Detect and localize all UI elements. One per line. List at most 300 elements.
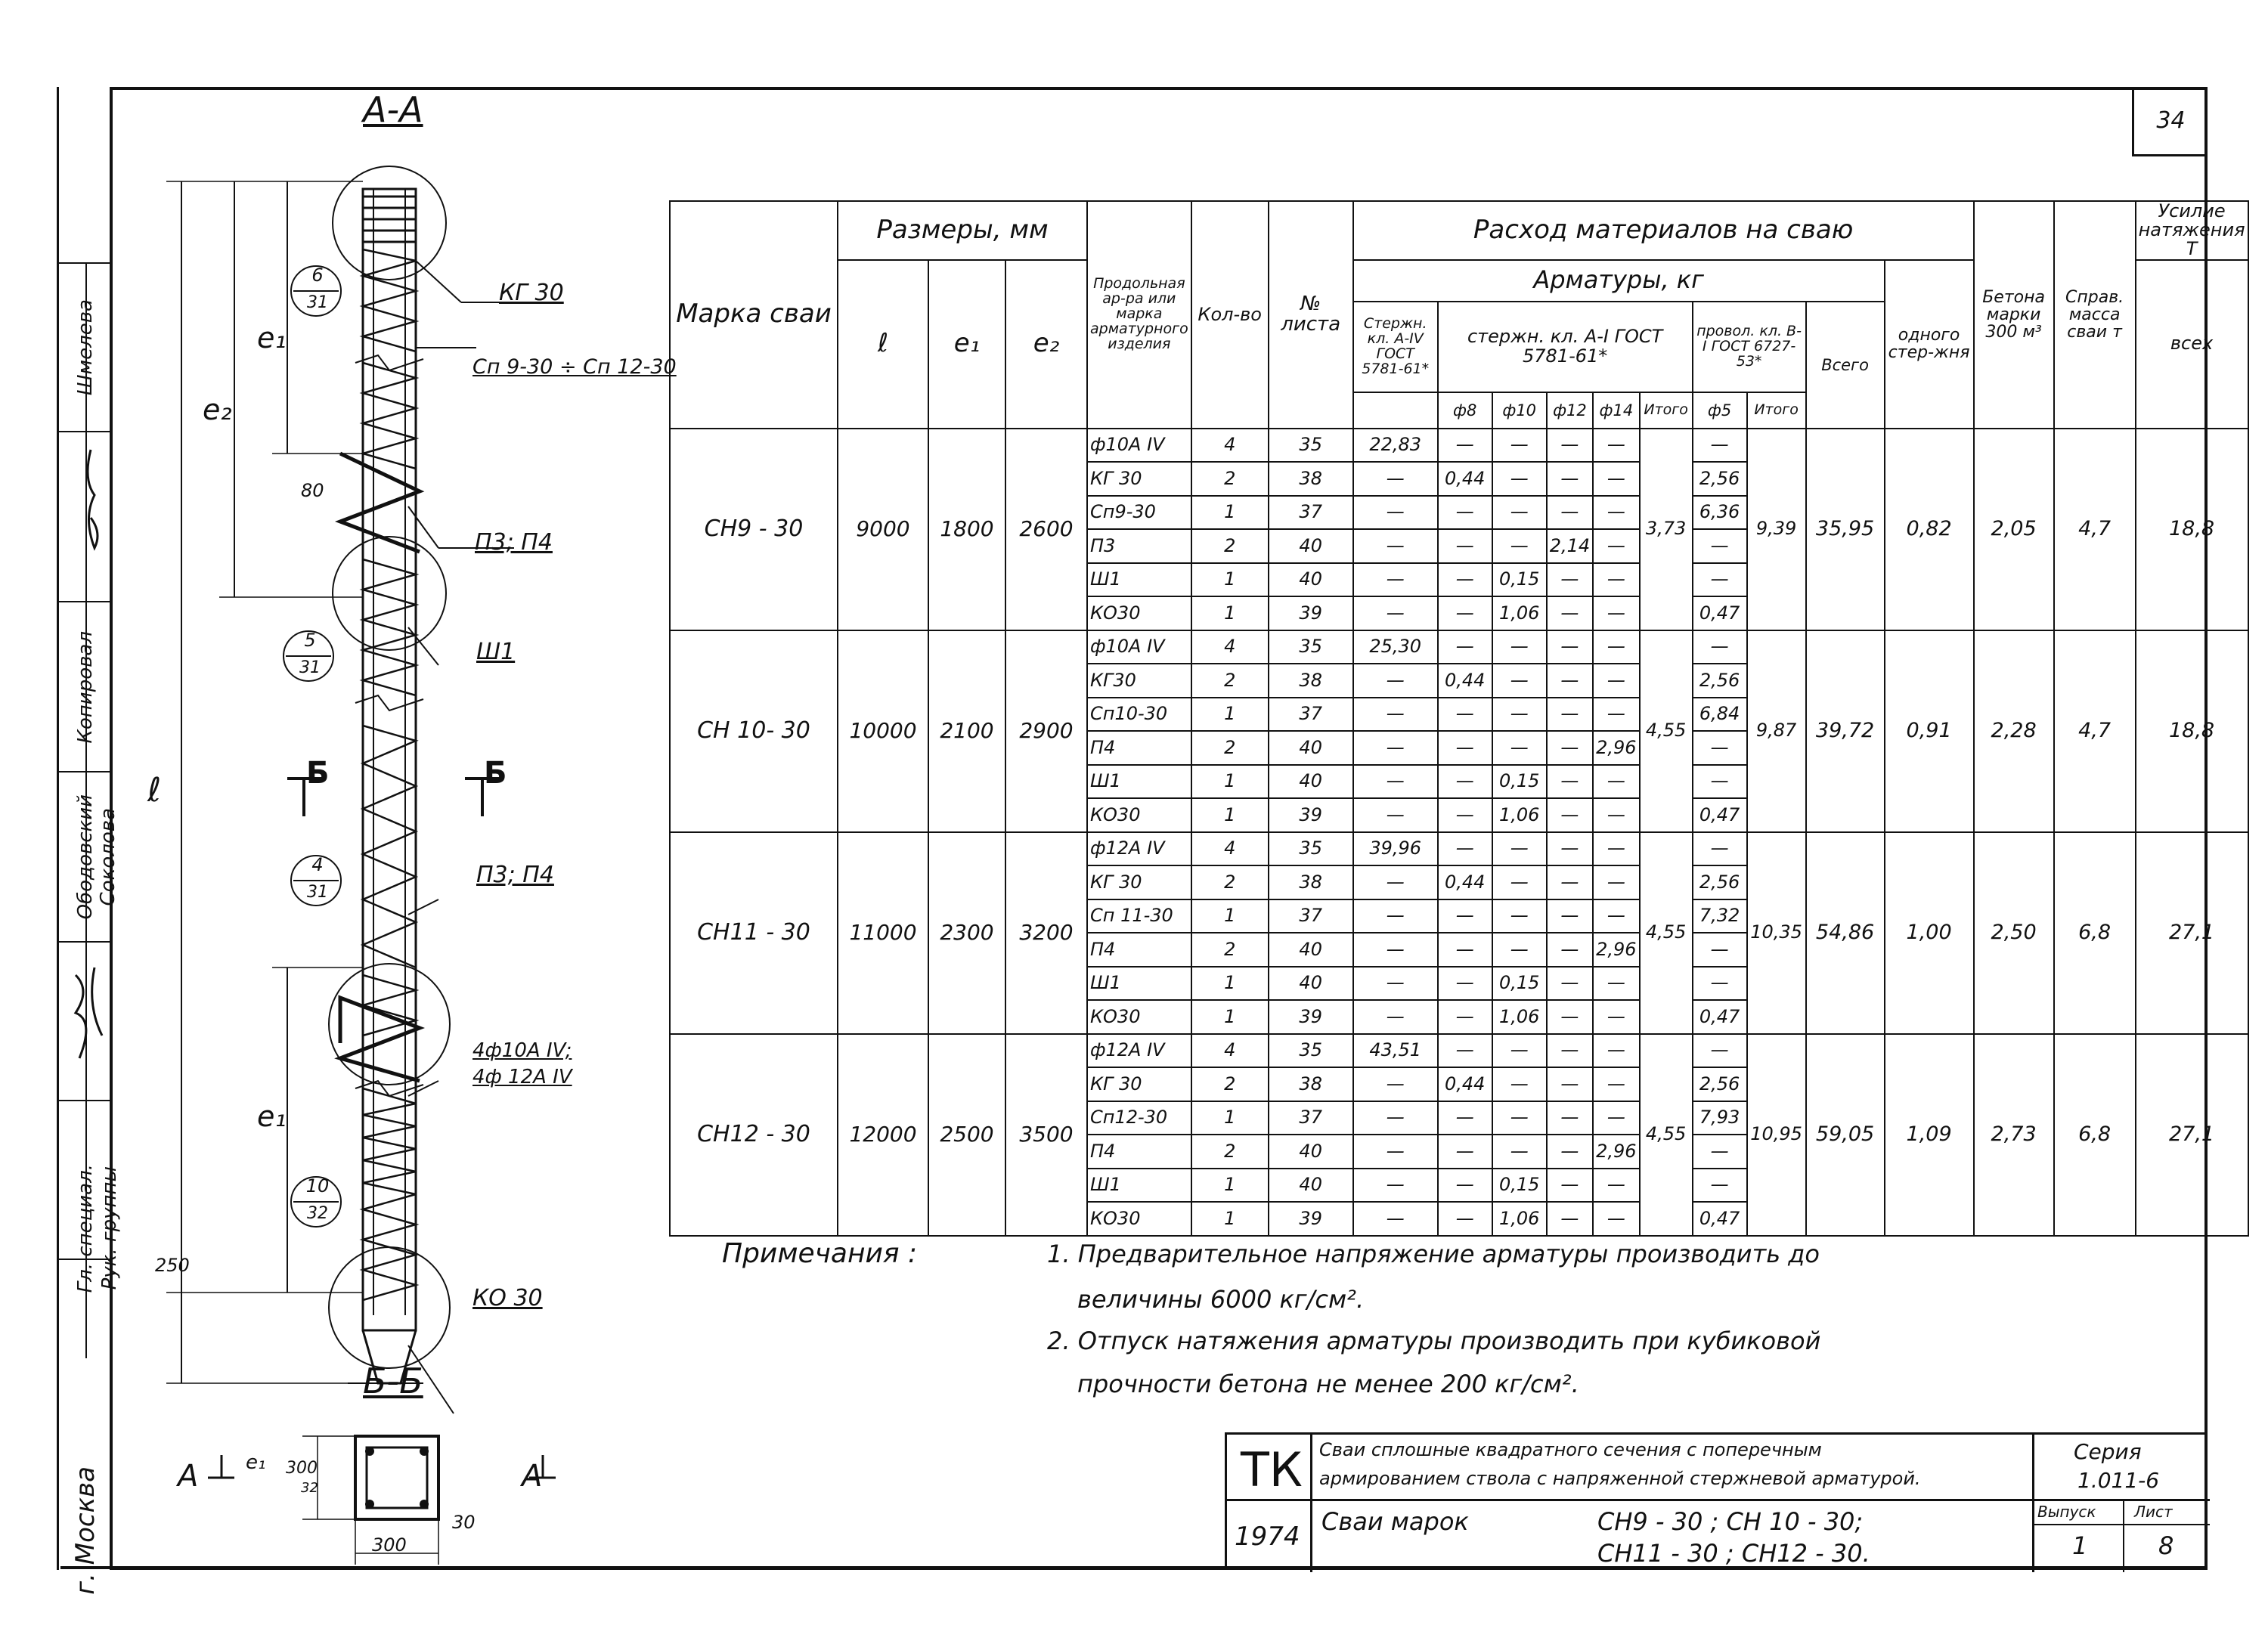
d10-kg: 0,15 bbox=[1492, 1169, 1547, 1203]
notes-title: Примечания : bbox=[722, 1238, 918, 1269]
product-mark: ф12А IV bbox=[1087, 1034, 1191, 1068]
quantity: 1 bbox=[1191, 967, 1269, 1001]
header-sheet: № листа bbox=[1269, 201, 1353, 429]
d14-kg: — bbox=[1593, 1067, 1639, 1101]
title-block bbox=[1225, 1432, 2208, 1570]
signature-icon bbox=[60, 435, 110, 767]
table-row bbox=[670, 832, 2248, 866]
d10-kg: 1,06 bbox=[1492, 596, 1547, 630]
quantity: 4 bbox=[1191, 832, 1269, 866]
bar-a4-kg: — bbox=[1353, 529, 1438, 563]
d8-kg: — bbox=[1438, 798, 1492, 832]
d10-kg: — bbox=[1492, 496, 1547, 530]
d5-kg: 0,47 bbox=[1693, 798, 1747, 832]
callout-1-den: 31 bbox=[307, 293, 328, 312]
sheet-ref: 40 bbox=[1269, 1169, 1353, 1203]
rebar-total: 59,05 bbox=[1806, 1034, 1885, 1236]
force-one: 4,7 bbox=[2054, 630, 2136, 832]
d10-kg: — bbox=[1492, 1101, 1547, 1135]
dim-30: 30 bbox=[452, 1512, 476, 1533]
product-mark: Ш1 bbox=[1087, 765, 1191, 799]
bar-a4-kg: — bbox=[1353, 798, 1438, 832]
b1-total: 9,39 bbox=[1747, 429, 1806, 630]
quantity: 1 bbox=[1191, 698, 1269, 732]
quantity: 2 bbox=[1191, 1135, 1269, 1169]
quantity: 1 bbox=[1191, 899, 1269, 933]
d10-kg: 0,15 bbox=[1492, 765, 1547, 799]
bar-a4-kg: — bbox=[1353, 698, 1438, 732]
force-all: 27,1 bbox=[2136, 832, 2248, 1034]
d14-kg: — bbox=[1593, 698, 1639, 732]
quantity: 2 bbox=[1191, 529, 1269, 563]
quantity: 1 bbox=[1191, 1169, 1269, 1203]
header-d10: ф10 bbox=[1492, 392, 1547, 429]
product-mark: КО30 bbox=[1087, 596, 1191, 630]
d8-kg: — bbox=[1438, 933, 1492, 967]
e1-label-top: e₁ bbox=[257, 321, 287, 354]
label-sh1: Ш1 bbox=[476, 639, 516, 665]
product-mark: Ш1 bbox=[1087, 1169, 1191, 1203]
d12-kg: — bbox=[1547, 798, 1593, 832]
quantity: 2 bbox=[1191, 865, 1269, 899]
d14-kg: — bbox=[1593, 596, 1639, 630]
cut-a-right: А bbox=[522, 1459, 543, 1494]
quantity: 4 bbox=[1191, 630, 1269, 664]
header-total-2: Итого bbox=[1747, 392, 1806, 429]
a1-total: 3,73 bbox=[1640, 429, 1693, 630]
header-a4-sub bbox=[1353, 392, 1438, 429]
size-l: 9000 bbox=[838, 429, 928, 630]
d5-kg: — bbox=[1693, 765, 1747, 799]
quantity: 2 bbox=[1191, 664, 1269, 698]
d14-kg: — bbox=[1593, 798, 1639, 832]
header-bar-a4: Стержн. кл. А-IV ГОСТ 5781-61* bbox=[1353, 302, 1438, 392]
product-mark: КГ 30 bbox=[1087, 1067, 1191, 1101]
d10-kg: — bbox=[1492, 933, 1547, 967]
header-d14: ф14 bbox=[1593, 392, 1639, 429]
pile-mass: 2,50 bbox=[1974, 832, 2054, 1034]
callout-3-den: 31 bbox=[307, 883, 328, 902]
header-total-all: Всего bbox=[1806, 302, 1885, 429]
sheet-value: 8 bbox=[2158, 1531, 2174, 1560]
d8-kg: — bbox=[1438, 698, 1492, 732]
sheet-ref: 35 bbox=[1269, 832, 1353, 866]
d8-kg: — bbox=[1438, 1101, 1492, 1135]
issue-label: Выпуск bbox=[2037, 1503, 2096, 1521]
bar-a4-kg: — bbox=[1353, 596, 1438, 630]
product-mark: П3 bbox=[1087, 529, 1191, 563]
org-logo: ТК bbox=[1241, 1442, 1303, 1497]
header-product: Продольная ар-ра или марка арматурного изделия bbox=[1087, 201, 1191, 429]
pile-drawing bbox=[121, 98, 665, 1565]
sheet-ref: 37 bbox=[1269, 698, 1353, 732]
d12-kg: — bbox=[1547, 563, 1593, 597]
bar-a4-kg: 43,51 bbox=[1353, 1034, 1438, 1068]
table-row bbox=[670, 630, 2248, 664]
product-mark: КГ 30 bbox=[1087, 865, 1191, 899]
d5-kg: 0,47 bbox=[1693, 1000, 1747, 1034]
callout-1-num: 6 bbox=[311, 265, 324, 286]
d5-kg: 7,93 bbox=[1693, 1101, 1747, 1135]
stamp-name-2: Соколова bbox=[97, 808, 119, 906]
d14-kg: 2,96 bbox=[1593, 731, 1639, 765]
stamp-role-3: Копировал bbox=[74, 630, 97, 744]
callout-4-den: 32 bbox=[307, 1204, 328, 1223]
e1-label-bottom: e₁ bbox=[257, 1100, 287, 1133]
quantity: 4 bbox=[1191, 429, 1269, 463]
bar-a4-kg: — bbox=[1353, 1202, 1438, 1236]
d10-kg: — bbox=[1492, 664, 1547, 698]
d14-kg: — bbox=[1593, 563, 1639, 597]
size-e2: 3500 bbox=[1005, 1034, 1087, 1236]
d10-kg: — bbox=[1492, 899, 1547, 933]
d5-kg: — bbox=[1693, 429, 1747, 463]
a1-total: 4,55 bbox=[1640, 832, 1693, 1034]
size-e1: 2500 bbox=[928, 1034, 1005, 1236]
d12-kg: — bbox=[1547, 731, 1593, 765]
size-l: 10000 bbox=[838, 630, 928, 832]
callout-4-num: 10 bbox=[305, 1175, 330, 1197]
quantity: 2 bbox=[1191, 462, 1269, 496]
d14-kg: 2,96 bbox=[1593, 933, 1639, 967]
sheet-ref: 40 bbox=[1269, 765, 1353, 799]
sheet-ref: 40 bbox=[1269, 529, 1353, 563]
d14-kg: — bbox=[1593, 967, 1639, 1001]
label-rebar-2: 4ф 12А IV bbox=[472, 1066, 572, 1088]
stamp-role-1: Гл. специал. bbox=[74, 1163, 97, 1293]
d8-kg: — bbox=[1438, 496, 1492, 530]
pile-mark: СН 10- 30 bbox=[670, 630, 838, 832]
rebar-total: 54,86 bbox=[1806, 832, 1885, 1034]
bar-a4-kg: — bbox=[1353, 462, 1438, 496]
d14-kg: — bbox=[1593, 865, 1639, 899]
quantity: 1 bbox=[1191, 496, 1269, 530]
callout-2-den: 31 bbox=[299, 658, 321, 677]
sheet-ref: 37 bbox=[1269, 496, 1353, 530]
sheet-ref: 39 bbox=[1269, 1202, 1353, 1236]
b1-total: 10,35 bbox=[1747, 832, 1806, 1034]
d14-kg: — bbox=[1593, 462, 1639, 496]
d14-kg: — bbox=[1593, 1101, 1639, 1135]
d8-kg: — bbox=[1438, 1202, 1492, 1236]
d14-kg: — bbox=[1593, 765, 1639, 799]
size-e1: 1800 bbox=[928, 429, 1005, 630]
header-d12: ф12 bbox=[1547, 392, 1593, 429]
d12-kg: — bbox=[1547, 496, 1593, 530]
d14-kg: — bbox=[1593, 1202, 1639, 1236]
product-mark: КО30 bbox=[1087, 798, 1191, 832]
d12-kg: — bbox=[1547, 429, 1593, 463]
d10-kg: — bbox=[1492, 529, 1547, 563]
sheet-ref: 39 bbox=[1269, 1000, 1353, 1034]
d8-kg: — bbox=[1438, 630, 1492, 664]
bar-a4-kg: — bbox=[1353, 933, 1438, 967]
header-d5: ф5 bbox=[1693, 392, 1747, 429]
b1-total: 9,87 bbox=[1747, 630, 1806, 832]
d5-kg: 6,84 bbox=[1693, 698, 1747, 732]
d14-kg: — bbox=[1593, 630, 1639, 664]
note-2-line-1: 2. Отпуск натяжения арматуры производить при кубиковой bbox=[1047, 1327, 1821, 1355]
d10-kg: — bbox=[1492, 429, 1547, 463]
d10-kg: — bbox=[1492, 462, 1547, 496]
size-e2: 2600 bbox=[1005, 429, 1087, 630]
product-mark: Сп12-30 bbox=[1087, 1101, 1191, 1135]
bar-a4-kg: — bbox=[1353, 1135, 1438, 1169]
d5-kg: — bbox=[1693, 1169, 1747, 1203]
d12-kg: — bbox=[1547, 698, 1593, 732]
d5-kg: — bbox=[1693, 563, 1747, 597]
d8-kg: — bbox=[1438, 1034, 1492, 1068]
sheet-ref: 40 bbox=[1269, 731, 1353, 765]
bar-a4-kg: 39,96 bbox=[1353, 832, 1438, 866]
quantity: 4 bbox=[1191, 1034, 1269, 1068]
stamp-role-2: Рук. группы bbox=[98, 1166, 121, 1290]
concrete-volume: 0,82 bbox=[1885, 429, 1974, 630]
product-mark: П4 bbox=[1087, 731, 1191, 765]
d14-kg: 2,96 bbox=[1593, 1135, 1639, 1169]
d8-kg: — bbox=[1438, 529, 1492, 563]
d5-kg: — bbox=[1693, 967, 1747, 1001]
header-e2: e₂ bbox=[1005, 260, 1087, 429]
d12-kg: — bbox=[1547, 933, 1593, 967]
d14-kg: — bbox=[1593, 1169, 1639, 1203]
bar-a4-kg: — bbox=[1353, 731, 1438, 765]
dim-80: 80 bbox=[301, 480, 324, 501]
header-force: Усилие натяжения Т bbox=[2136, 201, 2248, 260]
quantity: 1 bbox=[1191, 1202, 1269, 1236]
force-one: 6,8 bbox=[2054, 1034, 2136, 1236]
d12-kg: — bbox=[1547, 1169, 1593, 1203]
product-mark: П4 bbox=[1087, 1135, 1191, 1169]
force-all: 18,8 bbox=[2136, 630, 2248, 832]
sheet-ref: 40 bbox=[1269, 1135, 1353, 1169]
section-aa-title: А-А bbox=[363, 89, 423, 130]
header-bar-a1: стержн. кл. А-I ГОСТ 5781-61* bbox=[1438, 302, 1693, 392]
pile-mark: СН9 - 30 bbox=[670, 429, 838, 630]
d5-kg: — bbox=[1693, 630, 1747, 664]
concrete-volume: 1,09 bbox=[1885, 1034, 1974, 1236]
product-mark: ф10А IV bbox=[1087, 429, 1191, 463]
d10-kg: — bbox=[1492, 1034, 1547, 1068]
l-label: ℓ bbox=[147, 771, 162, 810]
bar-a4-kg: — bbox=[1353, 496, 1438, 530]
bar-a4-kg: 22,83 bbox=[1353, 429, 1438, 463]
concrete-volume: 0,91 bbox=[1885, 630, 1974, 832]
d10-kg: — bbox=[1492, 1135, 1547, 1169]
sheet-number: 34 bbox=[2132, 87, 2208, 156]
pile-mass: 2,05 bbox=[1974, 429, 2054, 630]
year: 1974 bbox=[1235, 1522, 1300, 1552]
quantity: 1 bbox=[1191, 765, 1269, 799]
d12-kg: — bbox=[1547, 1101, 1593, 1135]
bar-a4-kg: 25,30 bbox=[1353, 630, 1438, 664]
d5-kg: 2,56 bbox=[1693, 664, 1747, 698]
d5-kg: 7,32 bbox=[1693, 899, 1747, 933]
sheet-ref: 40 bbox=[1269, 563, 1353, 597]
sheet-ref: 39 bbox=[1269, 798, 1353, 832]
label-rebar-1: 4ф10А IV; bbox=[472, 1039, 572, 1062]
d5-kg: 2,56 bbox=[1693, 865, 1747, 899]
bar-a4-kg: — bbox=[1353, 899, 1438, 933]
d14-kg: — bbox=[1593, 1000, 1639, 1034]
d8-kg: — bbox=[1438, 731, 1492, 765]
size-l: 12000 bbox=[838, 1034, 928, 1236]
d12-kg: — bbox=[1547, 765, 1593, 799]
sheet-ref: 38 bbox=[1269, 664, 1353, 698]
rebar-total: 35,95 bbox=[1806, 429, 1885, 630]
quantity: 1 bbox=[1191, 1101, 1269, 1135]
sheet-ref: 37 bbox=[1269, 1101, 1353, 1135]
size-e2: 2900 bbox=[1005, 630, 1087, 832]
d10-kg: 1,06 bbox=[1492, 1202, 1547, 1236]
d10-kg: — bbox=[1492, 731, 1547, 765]
header-force-all: всех bbox=[2136, 260, 2248, 429]
d5-kg: — bbox=[1693, 731, 1747, 765]
d10-kg: 0,15 bbox=[1492, 563, 1547, 597]
bar-a4-kg: — bbox=[1353, 563, 1438, 597]
dim-250: 250 bbox=[155, 1255, 190, 1276]
sheet-ref: 35 bbox=[1269, 630, 1353, 664]
product-mark: КГ30 bbox=[1087, 664, 1191, 698]
bar-a4-kg: — bbox=[1353, 967, 1438, 1001]
header-rebar-kg: Арматуры, кг bbox=[1353, 260, 1885, 302]
size-l: 11000 bbox=[838, 832, 928, 1034]
header-force-one: одного стер-жня bbox=[1885, 260, 1974, 429]
bar-a4-kg: — bbox=[1353, 664, 1438, 698]
bar-a4-kg: — bbox=[1353, 1067, 1438, 1101]
d12-kg: — bbox=[1547, 1067, 1593, 1101]
d5-kg: 0,47 bbox=[1693, 1202, 1747, 1236]
product-mark: КО30 bbox=[1087, 1000, 1191, 1034]
materials-table bbox=[669, 200, 2249, 1237]
pile-mass: 2,73 bbox=[1974, 1034, 2054, 1236]
title-main-2: СН9 - 30 ; СН 10 - 30; bbox=[1597, 1507, 1864, 1536]
sheet-ref: 37 bbox=[1269, 899, 1353, 933]
label-sp: Сп 9-30 ÷ Сп 12-30 bbox=[472, 355, 677, 379]
cut-a-left: А bbox=[178, 1459, 199, 1494]
section-bb-title: Б-Б bbox=[363, 1361, 423, 1401]
side-stamp bbox=[57, 87, 121, 1595]
quantity: 2 bbox=[1191, 1067, 1269, 1101]
header-total-1: Итого bbox=[1640, 392, 1693, 429]
sheet-ref: 35 bbox=[1269, 429, 1353, 463]
callout-3-num: 4 bbox=[311, 854, 324, 875]
d10-kg: — bbox=[1492, 698, 1547, 732]
d14-kg: — bbox=[1593, 496, 1639, 530]
d12-kg: — bbox=[1547, 865, 1593, 899]
header-wire-b1: провол. кл. В-I ГОСТ 6727-53* bbox=[1693, 302, 1806, 392]
quantity: 1 bbox=[1191, 596, 1269, 630]
d12-kg: — bbox=[1547, 832, 1593, 866]
header-d8: ф8 bbox=[1438, 392, 1492, 429]
d8-kg: — bbox=[1438, 1135, 1492, 1169]
city-label: г. Москва bbox=[70, 1466, 101, 1595]
d14-kg: — bbox=[1593, 1034, 1639, 1068]
series-value: 1.011-6 bbox=[2077, 1468, 2160, 1493]
header-mass: Справ. масса сваи т bbox=[2054, 201, 2136, 429]
d14-kg: — bbox=[1593, 832, 1639, 866]
d5-kg: 2,56 bbox=[1693, 462, 1747, 496]
header-l: ℓ bbox=[838, 260, 928, 429]
product-mark: КО30 bbox=[1087, 1202, 1191, 1236]
d10-kg: — bbox=[1492, 865, 1547, 899]
bar-a4-kg: — bbox=[1353, 1169, 1438, 1203]
d10-kg: 0,15 bbox=[1492, 967, 1547, 1001]
d12-kg: — bbox=[1547, 596, 1593, 630]
a1-total: 4,55 bbox=[1640, 1034, 1693, 1236]
cut-b-right: Б bbox=[484, 756, 507, 791]
header-mark: Марка сваи bbox=[670, 201, 838, 429]
d8-kg: — bbox=[1438, 429, 1492, 463]
quantity: 1 bbox=[1191, 798, 1269, 832]
a1-total: 4,55 bbox=[1640, 630, 1693, 832]
bar-a4-kg: — bbox=[1353, 1101, 1438, 1135]
d8-kg: 0,44 bbox=[1438, 1067, 1492, 1101]
d8-kg: 0,44 bbox=[1438, 664, 1492, 698]
header-e1: e₁ bbox=[928, 260, 1005, 429]
quantity: 2 bbox=[1191, 933, 1269, 967]
title-main-3: СН11 - 30 ; СН12 - 30. bbox=[1597, 1539, 1870, 1568]
d8-kg: — bbox=[1438, 1000, 1492, 1034]
product-mark: П4 bbox=[1087, 933, 1191, 967]
title-desc-2: армированием ствола с напряженной стержневой арматурой. bbox=[1319, 1468, 1921, 1489]
d8-kg: — bbox=[1438, 1169, 1492, 1203]
d5-kg: — bbox=[1693, 1034, 1747, 1068]
force-all: 18,8 bbox=[2136, 429, 2248, 630]
e1-top: e₁ bbox=[246, 1451, 266, 1474]
d8-kg: — bbox=[1438, 899, 1492, 933]
product-mark: ф12А IV bbox=[1087, 832, 1191, 866]
d10-kg: — bbox=[1492, 832, 1547, 866]
size-e1: 2300 bbox=[928, 832, 1005, 1034]
d8-kg: 0,44 bbox=[1438, 462, 1492, 496]
label-ko30: КО 30 bbox=[472, 1285, 543, 1311]
sheet-label: Лист bbox=[2134, 1503, 2173, 1521]
quantity: 1 bbox=[1191, 1000, 1269, 1034]
d12-kg: — bbox=[1547, 967, 1593, 1001]
d14-kg: — bbox=[1593, 429, 1639, 463]
d8-kg: — bbox=[1438, 563, 1492, 597]
rebar-total: 39,72 bbox=[1806, 630, 1885, 832]
d5-kg: 0,47 bbox=[1693, 596, 1747, 630]
sheet-ref: 38 bbox=[1269, 865, 1353, 899]
quantity: 1 bbox=[1191, 563, 1269, 597]
size-e2: 3200 bbox=[1005, 832, 1087, 1034]
concrete-volume: 1,00 bbox=[1885, 832, 1974, 1034]
d8-kg: — bbox=[1438, 832, 1492, 866]
pile-mark: СН11 - 30 bbox=[670, 832, 838, 1034]
stamp-name-1: Ободовский bbox=[74, 794, 97, 920]
force-one: 4,7 bbox=[2054, 429, 2136, 630]
product-mark: Сп10-30 bbox=[1087, 698, 1191, 732]
d10-kg: — bbox=[1492, 1067, 1547, 1101]
sheet-ref: 38 bbox=[1269, 462, 1353, 496]
d14-kg: — bbox=[1593, 664, 1639, 698]
product-mark: ф10А IV bbox=[1087, 630, 1191, 664]
sheet-ref: 39 bbox=[1269, 596, 1353, 630]
series-label: Серия bbox=[2074, 1439, 2142, 1464]
product-mark: КГ 30 bbox=[1087, 462, 1191, 496]
d12-kg: — bbox=[1547, 1034, 1593, 1068]
cut-b-left: Б bbox=[306, 756, 330, 791]
product-mark: Ш1 bbox=[1087, 563, 1191, 597]
dim-300-vertical: 300 bbox=[286, 1459, 318, 1478]
d12-kg: 2,14 bbox=[1547, 529, 1593, 563]
sheet-ref: 40 bbox=[1269, 967, 1353, 1001]
d8-kg: — bbox=[1438, 765, 1492, 799]
product-mark: Сп9-30 bbox=[1087, 496, 1191, 530]
d14-kg: — bbox=[1593, 899, 1639, 933]
